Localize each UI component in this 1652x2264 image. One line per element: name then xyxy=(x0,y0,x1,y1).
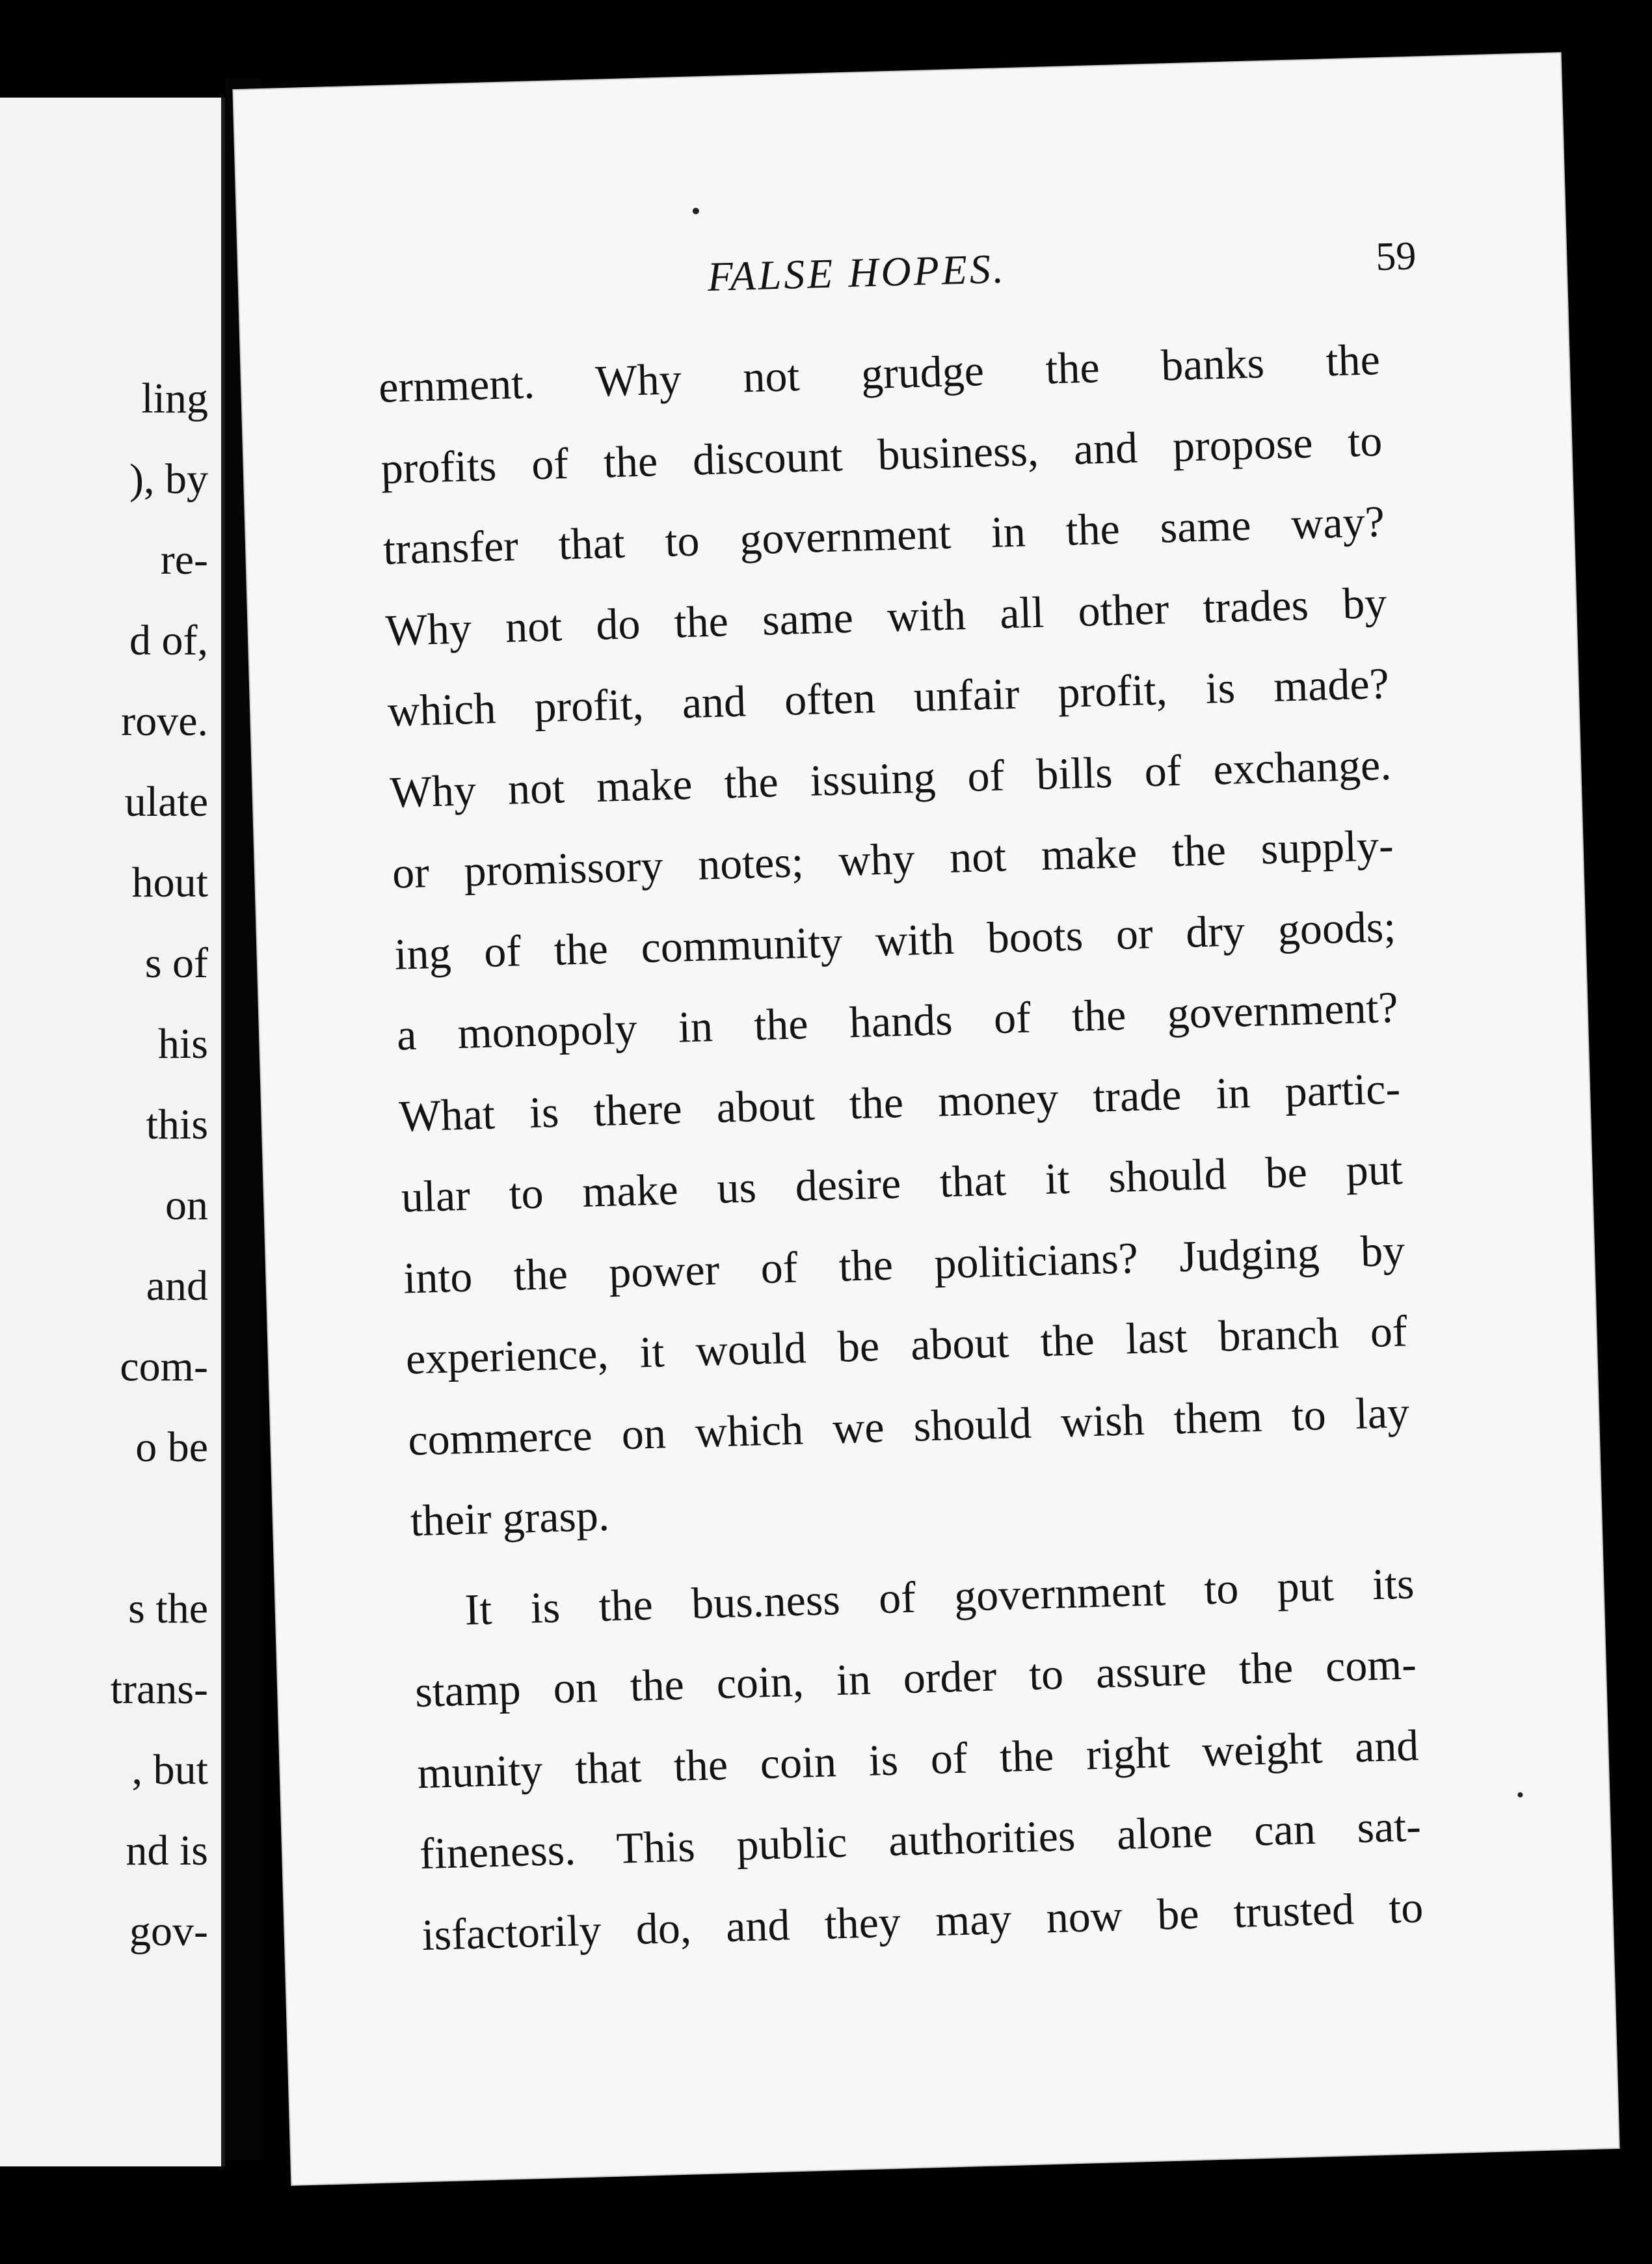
left-page-line: com- xyxy=(120,1343,208,1390)
text-line: transfer that to government in the same way? xyxy=(382,496,1385,574)
text-line: ular to make us desire that it should be put xyxy=(400,1144,1404,1222)
left-page-line: his xyxy=(157,1020,208,1068)
paragraph xyxy=(412,1543,1424,1975)
page-number: 59 xyxy=(1375,234,1417,280)
left-page-line: d of, xyxy=(129,617,208,664)
left-page-line: nd is xyxy=(126,1827,208,1874)
text-line: It is the bus.ness of government to put its xyxy=(464,1557,1415,1634)
text-line: stamp on the coin, in order to assure the com- xyxy=(414,1639,1417,1717)
text-line: fineness. This public authorities alone can sat- xyxy=(419,1801,1422,1879)
text-line: isfactorily do, and they may now be trusted to xyxy=(421,1881,1424,1960)
left-page-line: , but xyxy=(131,1746,208,1794)
left-page-line: rove. xyxy=(121,697,208,745)
text-line: What is there about the money trade in partic- xyxy=(398,1063,1402,1141)
text-line: their grasp. xyxy=(409,1490,610,1546)
left-page-line: on xyxy=(165,1181,208,1229)
left-page-line: s the xyxy=(128,1585,208,1632)
running-title: FALSE HOPES. xyxy=(706,245,1007,300)
left-page-line: gov- xyxy=(129,1907,208,1955)
text-line: into the power of the politicians? Judging by xyxy=(403,1225,1406,1303)
text-line: ernment. Why not grudge the banks the xyxy=(378,334,1381,412)
book-page xyxy=(233,53,1618,2185)
left-facing-page xyxy=(0,98,225,2166)
left-page-line: re- xyxy=(160,536,208,584)
left-page-line: ling xyxy=(141,375,208,422)
text-line: ing of the community with boots or dry goods; xyxy=(393,901,1397,979)
left-page-line: and xyxy=(146,1262,208,1310)
running-head xyxy=(239,229,1567,325)
left-page-line: hout xyxy=(131,859,208,906)
left-page-line: s of xyxy=(144,939,208,987)
left-page-line: ulate xyxy=(124,778,208,826)
text-line: Why not do the same with all other trades by xyxy=(384,577,1388,655)
text-line: or promissory notes; why not make the supply- xyxy=(392,820,1394,898)
left-page-line: o be xyxy=(135,1423,208,1471)
text-line: commerce on which we should wish them to lay xyxy=(407,1386,1410,1464)
left-page-line: ), by xyxy=(129,455,208,503)
text-line: a monopoly in the hands of the government? xyxy=(396,982,1399,1060)
text-line: which profit, and often unfair profit, is made? xyxy=(387,658,1390,736)
scan-speck xyxy=(693,208,699,214)
left-page-text-column xyxy=(0,377,221,2069)
scan-speck xyxy=(1517,1792,1523,1798)
paragraph xyxy=(378,319,1413,1561)
text-line: Why not make the issuing of bills of exchange. xyxy=(389,739,1392,817)
text-line: profits of the discount business, and propose to xyxy=(380,415,1383,493)
text-line: munity that the coin is of the right weight and xyxy=(416,1719,1420,1798)
text-line: experience, it would be about the last branch of xyxy=(405,1306,1408,1384)
left-page-line: this xyxy=(146,1101,208,1148)
body-text xyxy=(378,319,1424,1975)
left-page-line: trans- xyxy=(110,1665,208,1713)
